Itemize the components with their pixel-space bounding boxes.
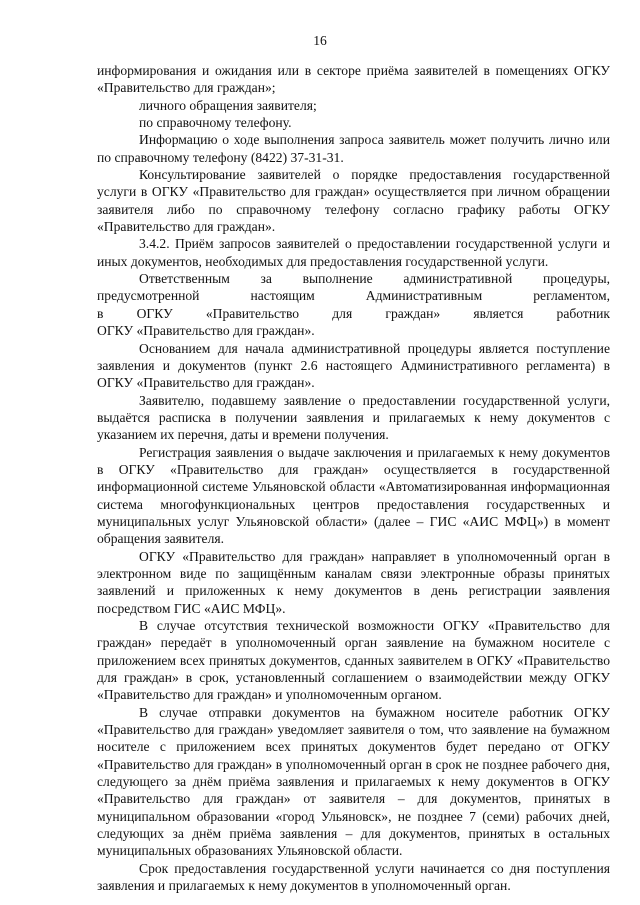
paragraph: В случае отправки документов на бумажном носителе работник ОГКУ «Правительство для граждан» уведомляет заявителя о том, что заявление на бумажном носителе с приложением всех принятых документов будет передано от ОГКУ «Правительство для граждан» в уполномоченный орган в срок не позднее рабочего дня, следующего за днём приёма заявления и прилагаемых к нему документов в ОГКУ «Правительство для граждан» от заявителя – для документов, принятых в муниципальном образовании «город Ульяновск», не позднее 7 (семи) рабочих дней, следующих за днём приёма заявления – для документов, принятых в остальных муниципальных образованиях Ульяновской области. — [97, 704, 610, 859]
list-item: по справочному телефону. — [139, 115, 292, 131]
paragraph: ОГКУ «Правительство для граждан» направляет в уполномоченный орган в электронном виде по защищённым каналам связи электронные образы принятых заявлений и приложенных к нему документов в день регистрации заявления посредством ГИС «АИС МФЦ». — [97, 548, 610, 616]
paragraph-line: ОГКУ «Правительство для граждан». — [97, 323, 315, 339]
paragraph: Заявителю, подавшему заявление о предоставлении государственной услуги, выдаётся расписка в получении заявления и прилагаемых к нему документов с указанием их перечня, даты и времени получения. — [97, 392, 610, 443]
paragraph: информирования и ожидания или в секторе приёма заявителей в помещениях ОГКУ «Правительство для граждан»; — [97, 63, 610, 96]
paragraph: Срок предоставления государственной услуги начинается со дня поступления заявления и прилагаемых к нему документов в уполномоченный орган. — [97, 860, 610, 894]
paragraph: Информацию о ходе выполнения запроса заявитель может получить лично или по справочному телефону (8422) 37-31-31. — [97, 132, 610, 165]
list-item: личного обращения заявителя; — [139, 97, 317, 113]
paragraph: Основанием для начала административной процедуры является поступление заявления и документов (пункт 2.6 настоящего Административного регламента) в ОГКУ «Правительство для граждан». — [97, 340, 610, 391]
paragraph-line: Ответственным за выполнение административной процедуры, — [139, 271, 610, 287]
page-number: 16 — [313, 33, 327, 48]
paragraph: В случае отсутствия технической возможности ОГКУ «Правительство для граждан» передаёт в уполномоченный орган заявление на бумажном носителе с приложением всех принятых документов, сданных заявителем в ОГКУ «Правительство для граждан» в срок, установленный соглашением о взаимодействии между ОГКУ «Правительство для граждан» и уполномоченным органом. — [97, 618, 610, 703]
paragraph-line: предусмотренной настоящим Административным регламентом, — [97, 288, 610, 304]
section-heading: 3.4.2. Приём запросов заявителей о предоставлении государственной услуги и иных документов, необходимых для предоставления государственной услуги. — [97, 236, 610, 269]
paragraph-line: в ОГКУ «Правительство для граждан» является работник — [97, 305, 610, 321]
document-body — [97, 62, 610, 895]
paragraph: Регистрация заявления о выдаче заключения и прилагаемых к нему документов в ОГКУ «Правительство для граждан» осуществляется в государственной информационной системе Ульяновской области «Автоматизированная информационная система многофункциональных центров предоставления государственных и муниципальных услуг Ульяновской области» (далее – ГИС «АИС МФЦ») в момент обращения заявителя. — [97, 444, 610, 547]
paragraph: Консультирование заявителей о порядке предоставления государственной услуги в ОГКУ «Правительство для граждан» осуществляется при личном обращении заявителя либо по справочному телефону согласно графику работы ОГКУ «Правительство для граждан». — [97, 167, 610, 235]
